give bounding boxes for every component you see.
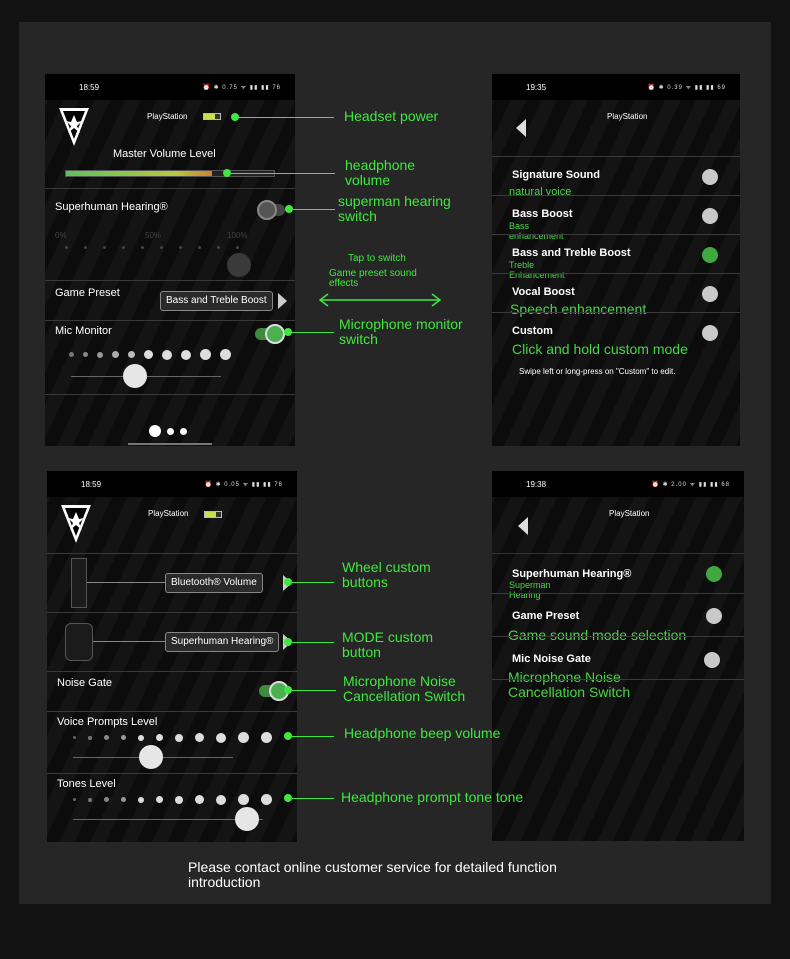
annotation-tap-switch: Tap to switch — [348, 253, 406, 264]
home-indicator — [128, 443, 212, 445]
pager-row — [45, 394, 295, 446]
superhuman-label: Superhuman Hearing® — [55, 201, 168, 213]
mode-button-row[interactable] — [47, 612, 297, 671]
tones-row — [47, 773, 297, 837]
turtle-beach-logo — [58, 106, 90, 148]
pct-100: 100% — [227, 231, 248, 240]
noise-gate-row — [47, 671, 297, 711]
option-radio[interactable] — [702, 286, 718, 302]
pointer-dot — [231, 113, 239, 121]
option-radio[interactable] — [702, 325, 718, 341]
wheel-button-image — [71, 558, 87, 608]
option-label: Mic Noise Gate — [512, 653, 591, 665]
wheel-button-row[interactable] — [47, 553, 297, 612]
back-arrow-icon[interactable] — [516, 119, 526, 137]
page-dot[interactable] — [180, 428, 187, 435]
pointer-line — [292, 332, 334, 333]
status-time: 18:59 — [79, 83, 100, 92]
phone-screen-mode-button — [492, 471, 744, 841]
pointer-dot — [284, 578, 292, 586]
noise-gate-toggle[interactable] — [259, 685, 285, 697]
option-signature-sound[interactable] — [492, 156, 740, 198]
superhuman-slider-thumb[interactable] — [227, 253, 251, 277]
option-sub: Click and hold custom mode — [512, 341, 688, 357]
option-label: Game Preset — [512, 610, 580, 622]
pointer-line — [292, 690, 336, 691]
option-radio[interactable] — [706, 608, 722, 624]
turtle-beach-logo — [60, 503, 92, 545]
game-preset-row[interactable] — [45, 280, 295, 320]
pointer-line — [293, 209, 335, 210]
pointer-dot — [284, 328, 292, 336]
annotation-mode-custom: MODE custom button — [342, 629, 434, 660]
pointer-dot — [284, 686, 292, 694]
master-volume-fill — [66, 171, 212, 176]
noise-gate-label: Noise Gate — [57, 677, 113, 689]
pointer-dot — [284, 732, 292, 740]
annotation-headset-power: Headset power — [344, 108, 439, 124]
option-sub: Microphone Noise Cancellation Switch — [508, 669, 631, 700]
master-volume-label: Master Volume Level — [113, 148, 216, 160]
option-bass-boost[interactable] — [492, 195, 740, 241]
phone-screen-game-preset — [492, 74, 740, 446]
mode-button-image — [65, 623, 93, 661]
battery-icon — [204, 511, 222, 518]
status-time: 18:59 — [81, 480, 102, 489]
chevron-right-icon[interactable] — [278, 293, 287, 309]
footer-note: Please contact online customer service for detailed function introduction — [188, 859, 557, 890]
option-sub: Treble Enhancement — [509, 260, 565, 280]
superhuman-level-dots — [65, 246, 255, 249]
voice-prompts-label: Voice Prompts Level — [57, 716, 158, 728]
connector-line — [87, 582, 167, 583]
back-arrow-icon[interactable] — [518, 517, 528, 535]
voice-prompts-row — [47, 711, 297, 773]
platform-label: PlayStation — [147, 112, 188, 121]
game-preset-label: Game Preset — [55, 287, 120, 299]
annotation-prompt-tone: Headphone prompt tone tone — [341, 789, 524, 805]
mic-monitor-row — [45, 320, 295, 394]
option-sub: Game sound mode selection — [508, 627, 687, 643]
option-radio[interactable] — [704, 652, 720, 668]
page-dot-active[interactable] — [149, 425, 161, 437]
status-icons: ⏰ ✱ 0.39 ᯤ ▮▮ ▮▮ 69 — [647, 85, 726, 91]
option-label: Custom — [512, 325, 553, 337]
mic-monitor-level-dots — [69, 349, 240, 360]
option-label: Vocal Boost — [512, 286, 575, 298]
option-superhuman[interactable] — [492, 553, 744, 600]
app-header — [45, 100, 295, 158]
connector-line — [93, 641, 165, 642]
option-sub: Speech enhancement — [510, 301, 647, 317]
option-label: Bass Boost — [512, 208, 573, 220]
platform-label: PlayStation — [609, 509, 650, 518]
platform-label: PlayStation — [607, 112, 648, 121]
pct-50: 50% — [145, 231, 162, 240]
option-sub: Bass enhancement — [509, 221, 564, 241]
pointer-line — [292, 736, 334, 737]
phone-screen-buttons — [47, 471, 297, 842]
option-bass-treble-boost[interactable] — [492, 234, 740, 280]
pointer-line — [231, 173, 335, 174]
pointer-line — [292, 798, 334, 799]
status-time: 19:38 — [526, 480, 547, 489]
option-radio[interactable] — [702, 169, 718, 185]
phone-screen-main — [45, 74, 295, 446]
double-arrow-icon — [318, 293, 442, 307]
tones-label: Tones Level — [57, 778, 116, 790]
annotation-mic-monitor: Microphone monitor switch — [339, 316, 463, 347]
superhuman-toggle[interactable] — [259, 204, 285, 216]
page-dot[interactable] — [167, 428, 174, 435]
tones-thumb[interactable] — [235, 807, 259, 831]
option-label: Signature Sound — [512, 169, 600, 181]
status-icons: ⏰ ✱ 0.05 ᯤ ▮▮ ▮▮ 76 — [204, 482, 283, 488]
battery-icon — [203, 113, 221, 120]
option-sub: natural voice — [509, 186, 572, 198]
game-preset-value[interactable]: Bass and Treble Boost — [160, 291, 273, 311]
mic-monitor-label: Mic Monitor — [55, 325, 112, 337]
pointer-line — [292, 642, 334, 643]
custom-hint: Swipe left or long-press on "Custom" to edit. — [519, 367, 676, 376]
divider — [492, 679, 744, 680]
status-bar — [47, 471, 297, 497]
option-sub: Superman Hearing — [509, 580, 551, 600]
voice-prompts-thumb[interactable] — [139, 745, 163, 769]
annotation-headphone-volume: headphone volume — [345, 157, 416, 188]
voice-prompts-dots — [73, 732, 272, 743]
status-bar — [492, 471, 744, 497]
annotation-noise-cancel: Microphone Noise Cancellation Switch — [343, 673, 466, 704]
annotation-wheel-custom: Wheel custom buttons — [342, 559, 431, 590]
status-time: 19:35 — [526, 83, 547, 92]
status-bar — [45, 74, 295, 100]
tones-dots — [73, 794, 272, 805]
mic-monitor-toggle[interactable] — [255, 328, 281, 340]
mic-monitor-thumb[interactable] — [123, 364, 147, 388]
wheel-button-value[interactable]: Bluetooth® Volume — [165, 573, 263, 593]
option-custom[interactable] — [492, 312, 740, 357]
option-radio-selected[interactable] — [706, 566, 722, 582]
option-radio-selected[interactable] — [702, 247, 718, 263]
superhuman-row — [45, 188, 295, 280]
option-label: Superhuman Hearing® — [512, 568, 632, 580]
pointer-dot — [284, 794, 292, 802]
pct-0: 0% — [55, 231, 67, 240]
mode-button-value[interactable]: Superhuman Hearing® — [165, 632, 279, 652]
pointer-line — [239, 117, 334, 118]
annotation-game-preset-effects: Game preset sound effects — [329, 268, 417, 289]
annotation-beep-volume: Headphone beep volume — [344, 725, 501, 741]
option-mic-noise-gate[interactable] — [492, 636, 744, 700]
option-radio[interactable] — [702, 208, 718, 224]
pointer-dot — [285, 205, 293, 213]
option-game-preset[interactable] — [492, 593, 744, 643]
pointer-dot — [223, 169, 231, 177]
pointer-line — [292, 582, 334, 583]
status-bar — [492, 74, 740, 100]
annotation-superman-hearing: superman hearing switch — [338, 193, 451, 224]
status-icons: ⏰ ✱ 2.00 ᯤ ▮▮ ▮▮ 68 — [651, 482, 730, 488]
status-icons: ⏰ ✱ 0.75 ᯤ ▮▮ ▮▮ 76 — [202, 85, 281, 91]
platform-label: PlayStation — [148, 509, 189, 518]
option-label: Bass and Treble Boost — [512, 247, 631, 259]
option-vocal-boost[interactable] — [492, 273, 740, 317]
pointer-dot — [284, 638, 292, 646]
